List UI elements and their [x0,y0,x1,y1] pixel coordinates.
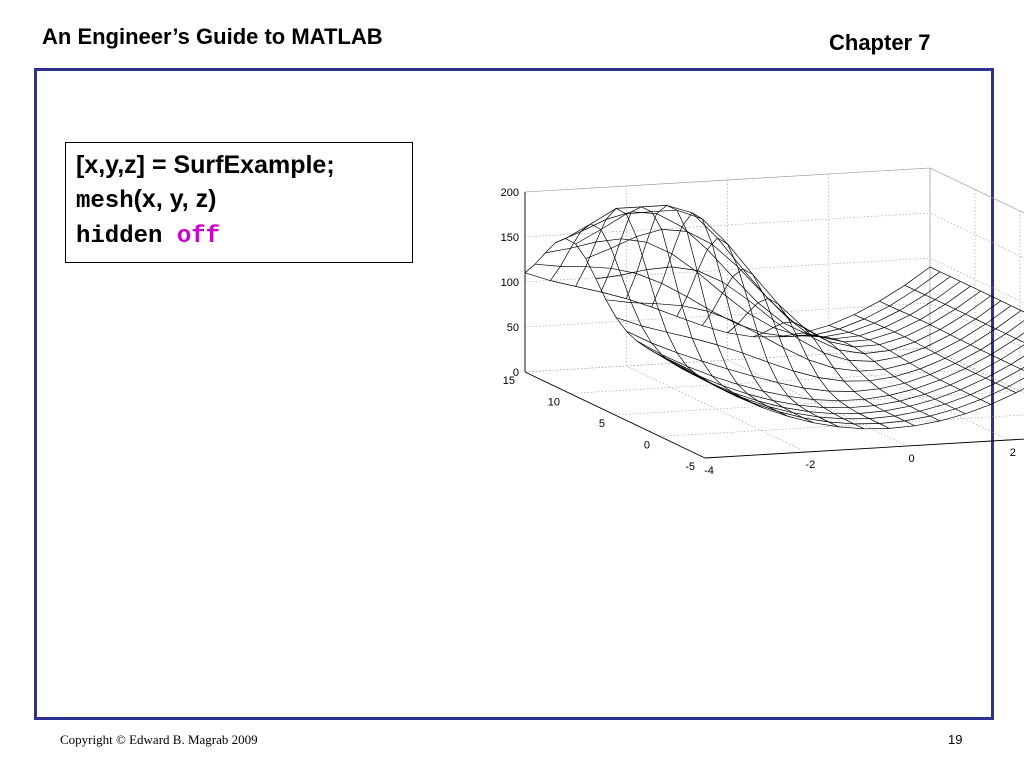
mesh-line [864,395,889,399]
mesh-line [702,326,727,333]
mesh-line [591,208,616,224]
mesh-line [753,403,763,408]
mesh-line [859,414,869,419]
mesh-line [672,267,697,271]
mesh-line [930,267,940,272]
y-tick-label: -5 [685,461,695,473]
mesh-line [783,348,793,371]
mesh-line [560,248,570,266]
z-tick-label: 50 [506,322,519,334]
mesh-line [910,399,935,406]
y-tick-label: 0 [643,439,650,452]
page-number: 19 [948,732,963,747]
mesh-line [697,272,722,293]
mesh-line [829,342,854,347]
mesh-line [859,411,884,414]
mesh-line [869,332,894,340]
mesh-line [611,239,621,268]
mesh-line [996,311,1021,329]
mesh-line [864,306,889,319]
mesh-line [647,214,657,243]
mesh-line [636,341,646,348]
mesh-line [930,375,940,380]
mesh-line [535,264,560,266]
mesh-line [920,358,945,369]
mesh-line [1011,348,1024,364]
mesh-line [586,259,596,279]
mesh-line [884,363,909,369]
mesh-line [616,208,626,214]
mesh-line [905,337,915,342]
mesh-line [950,335,960,340]
mesh-line [925,335,950,348]
mesh-line [1016,320,1024,338]
mesh-line [879,345,889,351]
y-tick-label: 5 [598,418,605,430]
mesh-line [667,332,692,338]
y-tick-label: 15 [502,375,515,387]
mesh-line [611,268,636,273]
mesh-line [712,311,737,324]
mesh-line [1006,315,1024,333]
mesh-line [844,340,869,342]
mesh-line [839,401,849,408]
mesh-line [996,329,1006,334]
mesh-line [874,406,884,411]
mesh-line [626,214,636,237]
mesh-line [849,332,859,336]
mesh-line [687,366,712,376]
axis-line [525,372,705,458]
mesh-line [596,239,621,242]
mesh-line [814,400,824,408]
mesh-line [895,320,920,332]
mesh-line [869,419,879,424]
mesh-line [662,254,672,283]
mesh-line [641,326,666,332]
mesh-line [940,330,950,335]
mesh-line [692,338,717,345]
mesh-line [884,315,909,327]
mesh-line [677,316,702,325]
mesh-line [733,277,758,303]
mesh-line [763,328,773,334]
mesh-line [652,210,677,212]
mesh-line [849,406,874,408]
mesh-line [920,320,930,325]
mesh-line [879,337,904,345]
mesh-line [763,408,788,417]
mesh-line [626,331,636,341]
mesh-line [905,421,915,426]
mesh-line [652,307,677,316]
mesh-line [525,273,550,281]
mesh-line [788,396,813,399]
mesh-line [940,272,950,277]
mesh-line [910,363,920,369]
mesh-line [915,380,940,389]
mesh-line [905,383,915,389]
x-tick-label: -4 [704,465,714,477]
mesh-line [905,375,930,384]
mesh-line [930,363,955,374]
mesh-line [621,270,646,275]
mesh-line [844,381,854,391]
mesh-line [824,332,849,337]
mesh-line [839,319,864,329]
mesh-line [905,267,930,285]
mesh-line [935,300,945,305]
hidden-argument: off [176,223,221,250]
mesh-line [768,407,778,412]
code-box [65,142,413,263]
mesh-line [819,378,844,382]
mesh-line [996,369,1021,383]
mesh-line [596,220,606,243]
mesh-line [874,361,884,369]
mesh-line [849,408,859,414]
x-tick-label: -2 [805,459,816,471]
mesh-line [945,304,955,309]
mesh-plot [470,125,1016,480]
mesh-line [900,401,910,406]
mesh-line [834,368,859,371]
mesh-line [763,391,788,396]
mesh-line [682,306,692,338]
mesh-line [748,313,773,328]
mesh-line [915,389,925,394]
mesh-line [819,378,829,392]
mesh-line [829,391,839,401]
mesh-line [743,269,768,299]
mesh-line [925,277,950,295]
mesh-line [728,244,738,267]
mesh-line [884,369,894,376]
mesh-line [717,345,742,353]
mesh-line [707,382,717,387]
code-line-surfexample: [x,y,z] = SurfExample; [76,151,335,179]
mesh-line [768,299,793,322]
mesh-line [631,303,641,326]
mesh-line [864,319,874,323]
mesh-line [682,213,692,227]
mesh-line [576,244,586,259]
mesh-line [854,301,879,315]
mesh-line [950,277,960,282]
z-tick-label: 200 [500,187,519,199]
mesh-line [1006,334,1016,339]
mesh-line [874,401,899,406]
mesh-line [879,424,889,429]
copyright-text: Copyright © Edward B. Magrab 2009 [60,732,258,747]
mesh-line [692,338,702,361]
mesh-line [930,325,940,330]
mesh-line [940,380,950,385]
mesh-line [657,214,682,227]
mesh-line [910,315,920,320]
mesh-line [596,279,606,300]
mesh-line [864,399,874,405]
mesh-line [854,345,879,347]
mesh-line [930,416,940,421]
mesh-line [550,281,575,287]
x-tick-label: 0 [908,453,915,465]
mesh-line [1001,360,1011,365]
mesh-line [854,389,879,392]
mesh-line [743,353,768,362]
mesh-line [935,399,945,404]
z-tick-label: 0 [512,367,519,379]
mesh-line [905,285,915,290]
mesh-line [682,227,707,250]
mesh-line [647,267,672,270]
mesh-line [1016,379,1024,393]
mesh-line [935,390,960,399]
mesh-line [910,406,920,411]
mesh-line [915,272,940,290]
mesh-line [890,389,915,396]
y-tick-label: 10 [547,396,560,409]
mesh-line [900,311,910,316]
mesh-line [586,242,596,267]
mesh-line [905,325,930,337]
code-line-mesh [76,182,402,220]
mesh-line [657,304,682,306]
mesh-line [803,388,828,391]
mesh-line [890,426,915,429]
mesh-line [697,375,722,385]
mesh-line [945,358,955,363]
mesh-line [743,353,753,376]
mesh-line [920,411,930,416]
mesh-line [900,394,925,401]
mesh-line [571,242,596,248]
mesh-line [702,361,727,369]
mesh-line [935,353,945,358]
mesh-line [895,377,905,384]
mesh-line [890,342,915,351]
mesh-line [728,333,753,337]
mesh-line [935,340,960,353]
mesh-line [712,293,722,311]
mesh-line [839,350,864,354]
mesh-line [895,416,905,421]
mesh-line [667,205,692,212]
mesh-line [915,342,925,348]
mesh-line [672,267,682,306]
mesh-line [616,318,641,326]
mesh-line [1011,306,1021,311]
mesh-line [525,264,535,273]
mesh-line [566,239,576,244]
mesh-line [869,381,879,389]
mesh-line [879,383,904,389]
mesh-surface [525,205,1024,428]
mesh-function: mesh [76,188,134,215]
mesh-line [890,351,900,357]
mesh-line [641,207,651,212]
mesh-line [814,400,839,401]
mesh-line [900,357,910,363]
mesh-line [611,237,636,249]
mesh-line [915,290,925,295]
mesh-line [687,231,697,270]
mesh-line [895,332,905,337]
mesh-line [925,348,935,353]
mesh-line [849,360,874,361]
mesh-line [687,272,697,297]
mesh-line [884,328,894,332]
mesh-line [555,239,565,243]
mesh-line [895,411,920,416]
mesh-line [576,267,586,287]
mesh-line [879,389,889,396]
mesh-line [884,406,909,411]
mesh-line [662,283,687,296]
slide-title: An Engineer’s Guide to MATLAB [42,24,383,49]
mesh-line [829,315,854,326]
mesh-line [733,269,743,277]
mesh-line [712,244,722,282]
mesh-line [793,371,818,378]
mesh-line [890,306,900,311]
mesh-line [697,271,722,282]
mesh-line [900,348,925,357]
mesh-line [616,207,641,209]
mesh-line [834,368,844,381]
mesh-line [854,315,864,319]
mesh-line [854,392,864,400]
hidden-command: hidden [76,223,177,250]
mesh-line [864,354,874,362]
mesh-line [550,266,560,280]
mesh-line [677,353,702,362]
mesh-line [864,351,889,354]
mesh-line [803,388,813,400]
mesh-line [849,323,874,332]
mesh-line [783,348,808,360]
mesh-line [859,328,884,336]
mesh-line [606,300,616,318]
mesh-line [879,421,904,424]
mesh-line [601,268,611,292]
mesh-line [920,369,930,375]
mesh-line [869,416,894,419]
mesh-arguments: (x, y, z) [133,185,217,213]
mesh-line [869,377,894,381]
mesh-line [738,324,763,333]
mesh-line [697,250,707,273]
mesh-line [1011,364,1021,369]
mesh-line [950,385,960,390]
mesh-line [702,219,727,244]
mesh-line [859,336,869,340]
mesh-line [596,275,621,279]
mesh-line [753,403,778,412]
x-tick-label: 2 [1009,447,1016,459]
mesh-line [636,341,661,355]
mesh-line [717,345,727,369]
mesh-line [1001,301,1011,306]
z-tick-label: 100 [500,277,519,289]
mesh-line [874,323,884,327]
code-line-hidden [76,220,402,255]
mesh-line [657,205,667,213]
mesh-line [849,360,859,371]
mesh-line [915,421,940,426]
mesh-line [991,393,1016,405]
mesh-line [662,229,672,267]
mesh-line [910,353,935,363]
mesh-line [636,242,646,273]
mesh-line [879,301,889,306]
mesh-line [935,281,960,299]
z-tick-label: 150 [500,232,519,244]
mesh-line [606,300,631,303]
mesh-line [834,336,859,339]
mesh-line [611,248,621,275]
mesh-line [535,253,545,264]
mesh-line [778,304,788,319]
chapter-label: Chapter 7 [829,30,931,55]
mesh-line [641,205,666,207]
mesh-line [874,311,899,324]
mesh-line [869,340,879,345]
mesh-line [915,330,940,342]
mesh-line [576,286,601,292]
mesh-line [829,325,839,329]
mesh-line [874,357,899,362]
mesh-line [884,411,894,416]
mesh-line [662,229,687,231]
mesh-line [814,329,839,335]
mesh-line [626,274,636,299]
mesh-line [783,322,793,323]
mesh-line [905,416,930,421]
mesh-line [839,329,849,332]
mesh-line [657,304,667,333]
mesh-line [925,385,950,394]
mesh-line [945,404,955,409]
